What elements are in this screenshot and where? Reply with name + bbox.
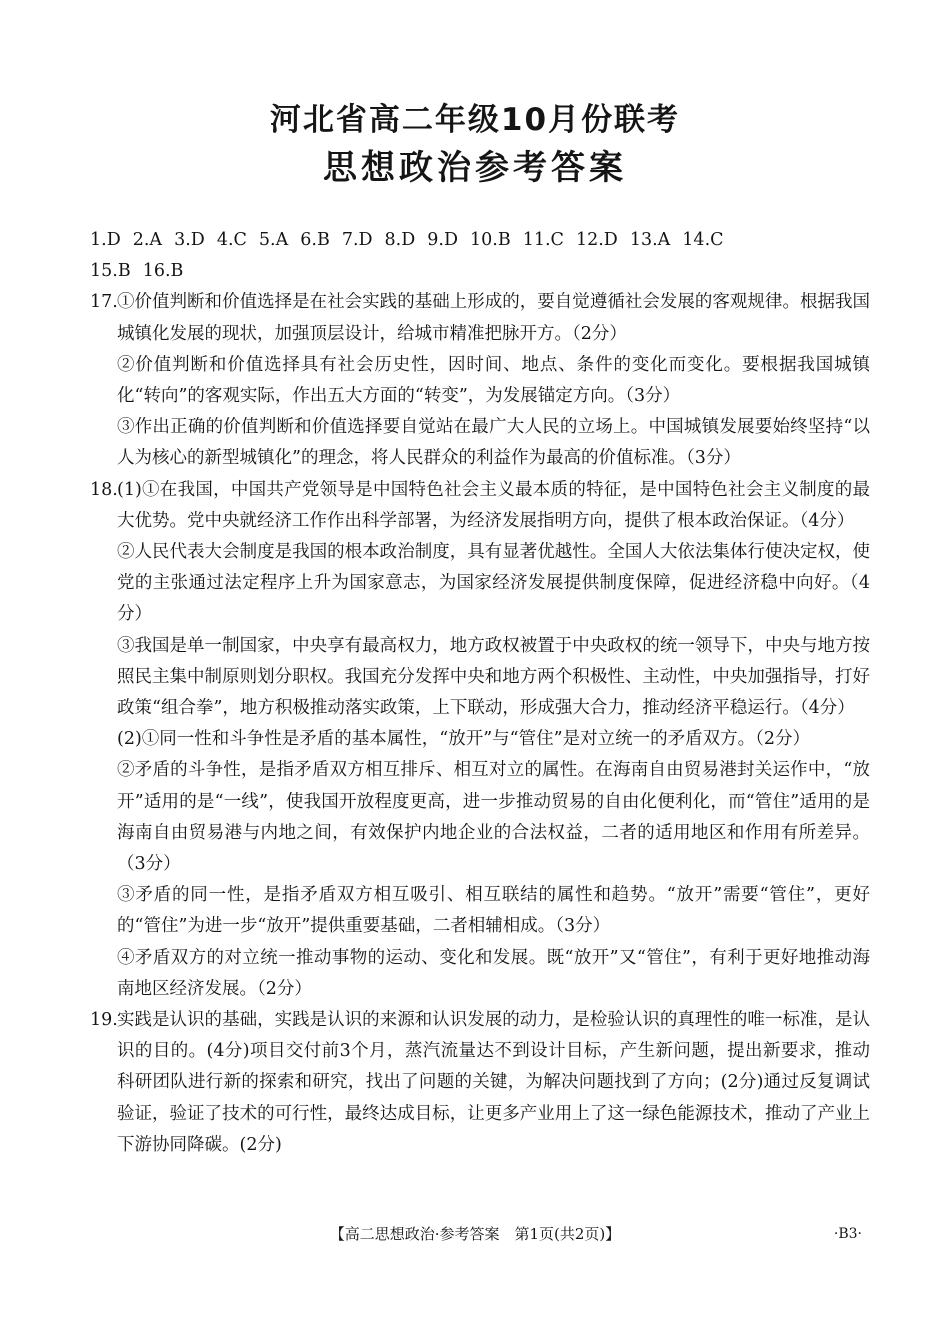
mc-answer: 11.C	[522, 230, 564, 250]
mc-answer: 1.D	[90, 230, 121, 250]
mc-answer: 8.D	[384, 230, 416, 250]
mc-answer: 5.A	[258, 230, 289, 250]
answer-paragraph: 实践是认识的基础，实践是认识的来源和认识发展的动力，是检验认识的真理性的唯一标准，是认识的目的。(4分)项目交付前3个月，蒸汽流量达不到设计目标，产生新问题，提出新要求，推动科研团队进行新的探索和研究，找出了问题的关键，为解决问题找到了方向；(2分)通过反复调试验证，验证了技术的可行性，最终达成目标，让更多产业用上了这一绿色能源技术，推动了产业上下游协同降碳。(2分)	[117, 1010, 870, 1155]
multiple-choice-answers	[90, 225, 870, 287]
mc-answer: 3.D	[174, 230, 205, 250]
question-19	[90, 1005, 870, 1161]
question-18	[90, 475, 870, 1005]
document-subtitle: 思想政治参考答案	[323, 148, 627, 188]
question-number: 18.	[90, 479, 118, 500]
mc-answer: 2.A	[132, 230, 163, 250]
answer-paragraph: ③我国是单一制国家，中央享有最高权力，地方政权被置于中央政权的统一领导下，中央与地方按照民主集中制原则划分职权。我国充分发挥中央和地方两个积极性、主动性，中央加强指导，打好政策“组合拳”，地方积极推动落实政策，上下联动，形成强大合力，推动经济平稳运行。（4分）	[117, 635, 870, 719]
answer-paragraph: ②价值判断和价值选择具有社会历史性，因时间、地点、条件的变化而变化。要根据我国城镇化“转向”的客观实际，作出五大方面的“转变”，为发展锚定方向。（3分）	[117, 354, 870, 407]
mc-answer: 9.D	[427, 230, 459, 250]
footer-page-info: 【高二思想政治·参考答案 第1页(共2页)】	[329, 1225, 621, 1243]
question-17	[90, 287, 870, 474]
mc-answer: 7.D	[341, 230, 373, 250]
answer-paragraph: ③矛盾的同一性，是指矛盾双方相互吸引、相互联结的属性和趋势。“放开”需要“管住”，更好的“管住”为进一步“放开”提供重要基础，二者相辅相成。（3分）	[117, 885, 870, 937]
answer-paragraph: ①价值判断和价值选择是在社会实践的基础上形成的，要自觉遵循社会发展的客观规律。根据我国城镇化发展的现状，加强顶层设计，给城市精准把脉开方。（2分）	[117, 292, 870, 344]
mc-row-1	[90, 225, 870, 256]
mc-answer: 12.D	[575, 230, 618, 250]
page-footer	[0, 1219, 950, 1249]
answer-paragraph: (2)①同一性和斗争性是矛盾的基本属性，“放开”与“管住”是对立统一的矛盾双方。（2分）	[117, 729, 810, 750]
answer-paragraph: ③作出正确的价值判断和价值选择要自觉站在最广大人民的立场上。中国城镇发展要始终坚持“以人为核心的新型城镇化”的理念，将人民群众的利益作为最高的价值标准。（3分）	[117, 417, 870, 469]
footer-code: ·B3·	[833, 1226, 862, 1242]
question-number: 19.	[90, 1010, 118, 1031]
mc-answer: 14.C	[682, 230, 724, 250]
mc-row-2	[90, 256, 870, 287]
mc-answer: 13.A	[629, 230, 671, 250]
answer-paragraph: ④矛盾双方的对立统一推动事物的运动、变化和发展。既“放开”又“管住”，有利于更好地推动海南地区经济发展。（2分）	[117, 947, 870, 999]
mc-answer: 4.C	[216, 230, 247, 250]
answer-paragraph: (1)①在我国，中国共产党领导是中国特色社会主义最本质的特征，是中国特色社会主义制度的最大优势。党中央就经济工作作出科学部署，为经济发展指明方向，提供了根本政治保证。（4分）	[117, 479, 870, 531]
document-title: 河北省高二年级10月份联考	[269, 102, 681, 138]
mc-answer: 6.B	[300, 230, 330, 250]
mc-answer: 16.B	[142, 261, 184, 282]
mc-answer: 15.B	[90, 261, 131, 282]
question-number: 17.	[90, 292, 118, 313]
mc-answer: 10.B	[470, 230, 511, 250]
answer-paragraph: ②人民代表大会制度是我国的根本政治制度，具有显著优越性。全国人大依法集体行使决定权，使党的主张通过法定程序上升为国家意志，为国家经济发展提供制度保障，促进经济稳中向好。（4分）	[117, 542, 870, 625]
answer-paragraph: ②矛盾的斗争性，是指矛盾双方相互排斥、相互对立的属性。在海南自由贸易港封关运作中，“放开”适用的是“一线”，使我国开放程度更高，进一步推动贸易的自由化便利化，而“管住”适用的是海南自由贸易港与内地之间，有效保护内地企业的合法权益，二者的适用地区和作用有所差异。（3分）	[117, 760, 870, 875]
answer-body	[90, 225, 870, 1161]
